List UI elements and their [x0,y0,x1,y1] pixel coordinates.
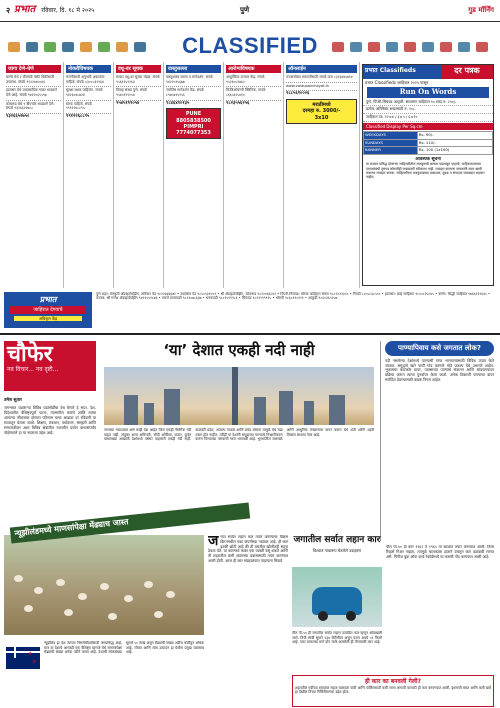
small-car-intro-text: गात सर्वात लहान कार तयार करण्याचा विक्रम ब्रिटनमधील एका कंपनीच्या नावावर आहे. ही कार इतकी छोटी आहे की ती घरातील खोलीतही सहज ठेवता येते. या कारमध्ये फक्त एक व्यक्ती बसू शकते आणि ती शहरातील कमी अंतराच्या प्रवासासाठी तयार करण्यात आली होती. आज ही कार संग्रहालयात पाहायला मिळते. [208,535,288,563]
promo-line: जाहिरात देण्याचे [10,306,86,314]
display-ad-box: मराठीमध्ये दरमहा रु. 3000/- 3x10 [286,99,357,124]
category-icon [368,42,380,52]
classified-ad: आयुर्वेदिक उपचार केंद्र. संपर्क ९५२६५५१७६० [226,74,281,87]
category-icon [8,42,20,52]
building-shape [304,401,314,425]
publication-date: रविवार, दि. १८ मे २०२५ [41,6,95,14]
category-icon-row-left [8,40,158,54]
table-row: BANNER Rs. 100 (1x100) [364,147,493,155]
category-header: आरोग्यविषयक [226,65,281,73]
building-shape [279,391,293,425]
category-header: वास्तुसल्ला [166,65,221,73]
main-article-body: जगाच्या नकाशावर असे काही देश आहेत जिथे एकही नैसर्गिक नदी वाहत नाही. संयुक्त अरब अमिराती, सौदी अरेबिया, कतार, कुवेत यांसारख्या आखाती देशांमध्ये वर्षभर वाहणारी एकही नदी नाही. वाळवंटी प्रदेश, अत्यल्प पाऊस आणि प्रचंड उष्णता यामुळे येथे नद्या तयार होत नाहीत. तरीही या देशांनी समुद्राच्या पाण्याचे निःक्षारीकरण करून पिण्याच्या पाण्याची गरज भागवली आहे. भूगर्भातील जलसाठे आणि आधुनिक तंत्रज्ञानाचा वापर करून येथे शेती आणि शहरी विकास साधला गेला आहे. [104,428,374,441]
classified-ad: कंपनीसाठी अनुभवी अकाउंटंट पाहिजे. संपर्क ८३०८०३९९६४ [66,74,111,87]
contact-phone: ९८२३५५६२५६ [226,100,250,106]
category-icon [134,42,146,52]
disclaimer-notice [363,156,493,181]
category-icon [386,42,398,52]
sheep-shape [34,587,43,594]
category-header: नोकरीविषयक [66,65,111,73]
sheep-shape [100,583,109,590]
page-header [0,0,500,22]
rate-card-subtitle: प्रभात Classifieds जाहिरात २०२५ पासून [365,80,429,85]
masthead-logo: प्रभात [14,4,36,16]
sheep-shape [154,611,163,618]
category-icon [44,42,56,52]
rate-card-header [363,65,493,79]
agency-listing-band: पुणे शहर: संस्कृती अ‍ॅडव्हर्टायझिंग, शनिवार पेठ ९८२२४४४६७२ • सदाशिव पेठ ९८५०५३१००२ • श्री अ‍ॅडव्हर्टायझिंग, कोथरूड ९८२२०६६८४२ • पिंपरी-चिंचवड: मोरया जाहिरात संस्था ९८८१२२२३०० • निगडी ८८०५८३८५०० • हडपसर: साई जाहिरात ९८५०८२५८४५ • बाणेर: सिद्धी जाहिरात ९७६६२१२६४५ • कात्रज: श्री गणेश अ‍ॅडव्हर्टायझिंग ९४२२०५१८७३ • वारजे माळवाडी ९८२२०७८६३७ • धनकवडी ९८८१०९९१८३ • चिंचवड ९८२२१९९९९५ • भोसरी ९८६०११०१२१ • आकुर्डी ९८६०३६५२०७ [96,292,491,301]
sidebar-article [380,341,494,541]
notice-title: आवश्यक सूचना [415,157,441,163]
sheep-shape [166,591,175,598]
table-row: SUNDAYS Rs. 110/- [364,139,493,147]
contact-phone: ९८८५६१०००६ [286,91,310,97]
classified-ad: मराठा वधू-वर सूचक मंडळ. संपर्क ९५६११५९२६३ [116,74,161,87]
contact-phone: ९५४५११९०५४ [116,100,140,106]
contact-phone: ९९१२२६८८९५ [66,113,90,119]
promo-brand: प्रभात [39,294,57,304]
new-zealand-flag-icon: ★ ★ [6,647,40,669]
sheep-shape [56,579,65,586]
classified-ad: स्टाफ पाहिजे. संपर्क ९९१२२६८८९५ [66,101,111,114]
classified-column [64,62,114,288]
building-shape [329,395,345,425]
question-body: शहरातील गर्दीच्या रस्त्यांवर सहज चालवता यावी आणि पार्किंगसाठी कमी जागा लागावी यासाठी ही कार बनवण्यात आली. इंधनाची बचत आणि कमी खर्च हा देखील तिच्या निर्मितीमागचा उद्देश होता. [295,685,491,694]
drop-cap: ज [208,535,219,549]
classified-ad: ज्योतिष मार्गदर्शन केंद्र. संपर्क ८९७५४२५१५६ [166,87,221,100]
sheep-shape [78,593,87,600]
category-icon [422,42,434,52]
category-icon [440,42,452,52]
rate-line: प्रत्येक अतिरिक्त शब्दासाठी रु. २०/- [363,106,493,114]
category-icon [116,42,128,52]
category-header: जागा देणे-घेणे [6,65,61,73]
contact-phone: ९८४६४१०१३५ [166,100,190,106]
classified-title: CLASSIFIED [182,33,318,59]
contact-phone: ९३२६६५२७५० [6,113,30,119]
building-shape [164,389,180,425]
question-box [292,675,494,707]
category-icon [332,42,344,52]
category-header: वधू-वर सूचक [116,65,161,73]
classified-ad: विवाह संस्था पुणे. संपर्क ९५४५११९०५४ [116,87,161,100]
classified-column [114,62,164,288]
page-number: २ [6,5,11,15]
rate-line: जाहिरात दर: १२×४ / ३×५ / ६×१० [363,114,493,122]
classified-ad: सुरक्षा रक्षक पाहिजेत. संपर्क ९४२३०४८७२४ [66,87,111,100]
category-icon [98,42,110,52]
promo-line: अधिकृत केंद्र [14,316,82,321]
wheel-shape [346,611,356,621]
building-shape [124,395,138,425]
sheep-article-title: न्यूझीलंडमध्ये माणसांपेक्षा मेंढ्याच जास्त [10,503,250,544]
run-on-words-banner: Run On Words [367,87,489,98]
sheep-shape [64,609,73,616]
rate-card-brand: प्रभात Classifieds [363,65,441,79]
building-shape [144,403,154,425]
classified-ad: बाणेर येथे २ बीएचके फ्लॅट विक्रीसाठी उपलब्ध. संपर्क ९९२२४४५०६६ [6,74,61,87]
sidebar-body: नदी नसलेल्या देशांमध्ये पाण्याची गरज भागवण्यासाठी विविध उपाय केले जातात. समुद्राचे खारे पाणी गोड करणारे मोठे प्रकल्प येथे उभारले आहेत. भूजलाचा काटेकोर वापर, पावसाच्या पाण्याचे संकलन आणि सांडपाण्यावर प्रक्रिया करून त्याचा पुनर्वापर केला जातो. अनेक ठिकाणी पाण्याचा वापर मर्यादित ठेवण्यासाठी कडक नियम आहेत. [385,357,494,382]
rate-table [363,131,493,155]
column-masthead [4,341,96,391]
rate-card-badge: दर पत्रक [441,65,493,79]
category-icon [458,42,470,52]
category-icon-row-right [332,40,492,54]
sheep-shape [24,605,33,612]
column-title: चौफेर [7,342,53,367]
sidebar-heading: पाण्यापिवाय कसे जगतात लोक? [385,341,494,356]
edition-label: गुड मॉर्निंग [468,6,494,14]
table-row: WEEKDAYS Rs. 90/- [364,131,493,139]
ad-center-promo [4,292,92,328]
classified-ad: फिजिओथेरपी क्लिनिक. संपर्क ८६६५६२५४१० [226,87,281,100]
wheel-shape [318,611,328,621]
sheep-shape [108,613,117,620]
category-icon [80,42,92,52]
category-icon [350,42,362,52]
small-car-intro [208,535,288,700]
sheep-shape [14,575,23,582]
small-car-image [292,567,382,627]
classified-ad: www.vastupanchayat.in [286,83,357,92]
category-icon [26,42,38,52]
car-article-title: जगातील सर्वात लहान कार विश्वात नावारूप घेतलेले उदाहरण [293,535,381,553]
category-icon [404,42,416,52]
car-article-body: पील पी-५० ही जगातील सर्वात लहान उत्पादित कार म्हणून ओळखली जाते. तिची लांबी सुमारे १३४ सेंटीमीटर असून वजन अवघे ५९ किलो आहे. एका चाकाच्या मागे दोन चाके असलेली ही तीनचाकी कार आहे. [292,631,382,644]
classified-ad: वास्तुशास्त्र सल्ला व मार्गदर्शन. संपर्क ९४२२५१५६७७ [166,74,221,87]
classified-column [4,62,64,288]
building-shape [254,397,266,425]
question-heading: ही कार का बनवली गेली? [364,678,422,685]
editorial-section [0,333,500,708]
rate-card [362,64,494,286]
column-tagline: नव विचार... नव दृष्टी... [7,366,59,373]
classified-column [224,62,284,288]
city-label: पुणे [240,6,250,14]
display-ad-box: PUNE 8805838500 PIMPRI 7774077353 [166,108,221,139]
sheep-shape [144,581,153,588]
sheep-flock-image [4,535,204,635]
classified-ad: तज्ज्ञांसोबत सवलतीसाठी संपर्क करा ८३१३४४५७१४ [286,74,357,83]
category-header: ऑनलाईन [286,65,357,73]
display-rate-band: Classified Display Per Sq.cm [363,123,493,130]
notice-text: या सदरात प्रसिद्ध होणाऱ्या जाहिरातीतील मजकुराची सत्यता पडताळून पाहावी. जाहिरातदाराच्या दाव्यासंबंधी वृत्तपत्र कोणतीही जबाबदारी स्वीकारत नाही. व्यवहार करताना वाचकांनी स्वतः खात्री करूनच व्यवहार करावा. जाहिरातींच्या मजकुराबाबत प्रकाशक, मुद्रक व संपादक जबाबदार राहणार नाहीत. [366,162,485,179]
column-intro [4,395,96,530]
rate-line: पुणे, पिंपरी-चिंचवड आवृत्ती: साधारण जाहिरात १० शब्द रु. २५०/- [363,99,493,107]
author-byline: उमेश सुतार [4,398,22,403]
main-headline: ‘या’ देशात एकही नदी नाही [163,341,315,359]
classified-ad: कोथरूड येथे १ बीएचके भाड्याने देणे. संपर्क ९३२६६२२७८८ [6,101,61,114]
classified-ad: हडपसर येथे व्यावसायिक गाळा भाड्याने देणे आहे. संपर्क ९४२२०६५५९७ [6,87,61,100]
car-article-continued: पील पी-५० ही कार १९६२ ते १९६५ या काळात तयार करण्यात आली. तिला रिव्हर्स गिअर नव्हता, त्यामुळे चालकाला हाताने उचलून कार वळवावी लागत असे. गिनीज बुक ऑफ वर्ल्ड रेकॉर्डमध्ये या कारची नोंद करण्यात आली आहे. [386,545,494,559]
classified-column [164,62,224,288]
category-icon [62,42,74,52]
city-skyline-image [104,367,374,425]
category-icon [476,42,488,52]
building-shape [232,367,238,425]
sheep-article-body: न्यूझीलंड हा देश त्याच्या निसर्गसौंदर्यासाठी जगप्रसिद्ध आहे. मात्र या देशाचे आणखी एक वैशिष्ट्य म्हणजे येथे माणसांपेक्षा मेंढ्यांची संख्या अनेक पटीने जास्त आहे. देशाची लोकसंख्या सुमारे ५० लाख असून मेंढ्यांची संख्या अडीच कोटींहून अधिक आहे. लोकर आणि मांस उत्पादन हा येथील प्रमुख व्यवसाय आहे. [44,641,204,654]
column-intro-text: जगभरात घडणाऱ्या विविध घडामोडींचा वेध घेणारे हे सदर. देश-विदेशातील वैशिष्ट्यपूर्ण घटना, त्यामागील कारणे आणि त्यांचा आपल्या जीवनावर होणारा परिणाम याचा आढावा दर रविवारी या सदरातून घेतला जातो. शिक्षण, तंत्रज्ञान, पर्यावरण, संस्कृती आणि समाजजीवन अशा विविध क्षेत्रांतील नवनवीन प्रयोग वाचकांपर्यंत पोहोचवणे हा या सदराचा उद्देश आहे. [4,405,96,435]
sheep-shape [124,595,133,602]
classified-column [284,62,360,288]
